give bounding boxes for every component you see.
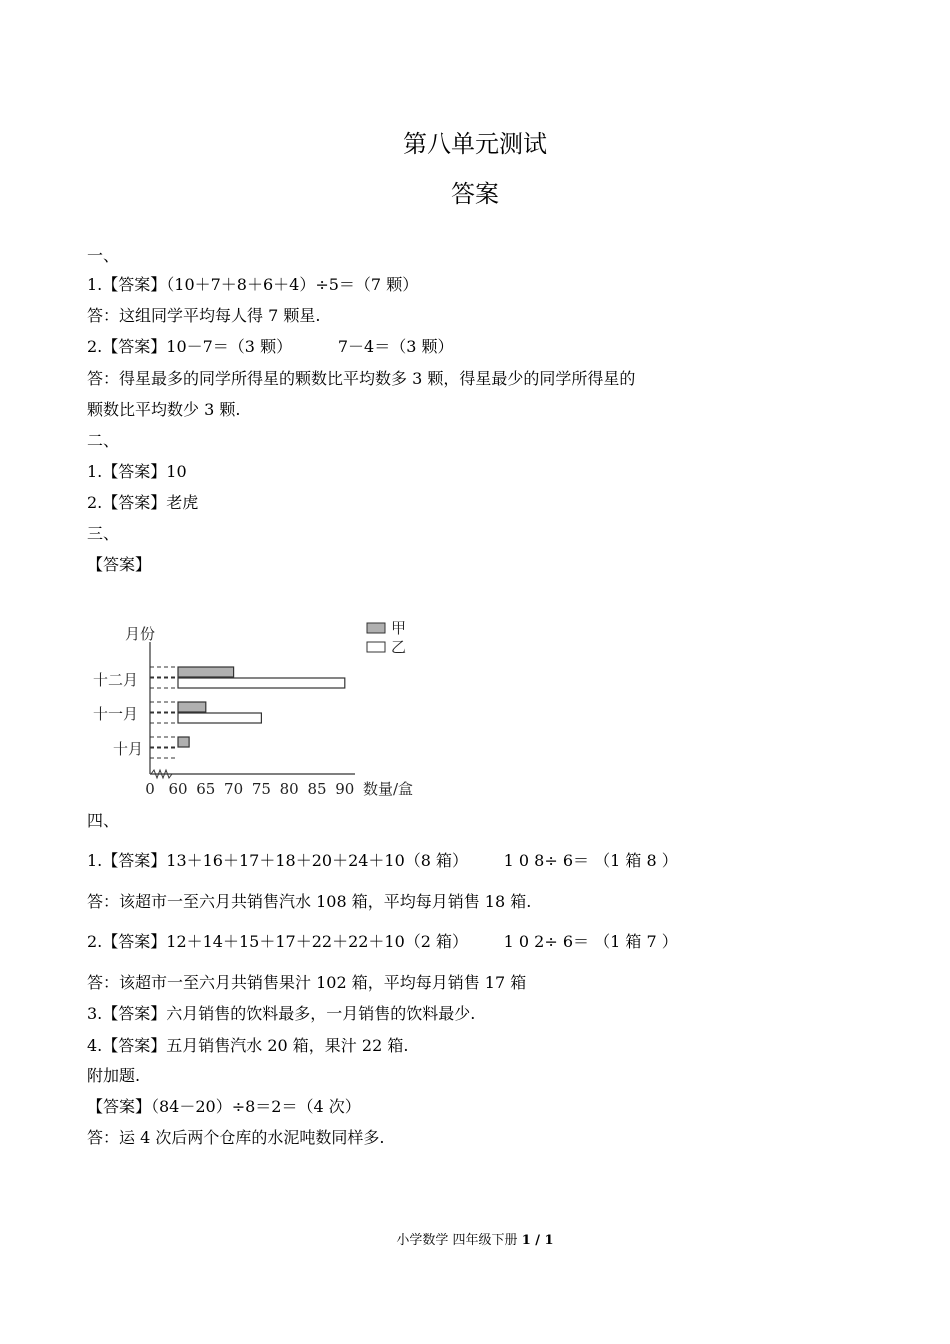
- section-heading: 四、: [87, 811, 120, 830]
- legend-label-yi: 乙: [391, 638, 407, 656]
- answer-line: 附加题.: [87, 1066, 141, 1085]
- answer-line: 1.【答案】10: [87, 462, 187, 481]
- x-tick-label: 65: [196, 780, 216, 798]
- bar-甲-十一月: [178, 702, 206, 712]
- x-tick-label: 70: [224, 780, 244, 798]
- section-heading: 一、: [87, 246, 120, 265]
- legend-label-jia: 甲: [391, 619, 407, 637]
- x-axis-label: 数量/盒: [363, 780, 414, 798]
- page-number: 1 / 1: [521, 1233, 554, 1248]
- x-tick-label: 60: [168, 780, 188, 798]
- answer-line: 1.【答案】13＋16＋17＋18＋20＋24＋10（8 箱） 1 0 8÷ 6＝ （1 箱 8 ）: [87, 851, 678, 870]
- answer-line: 2.【答案】12＋14＋15＋17＋22＋22＋10（2 箱） 1 0 2÷ 6＝ （1 箱 7 ）: [87, 932, 678, 951]
- bar-甲-十月: [178, 737, 189, 747]
- answer-line: 答：该超市一至六月共销售果汁 102 箱，平均每月销售 17 箱: [87, 973, 527, 992]
- category-label: 十月: [113, 740, 144, 758]
- answer-line: 3.【答案】六月销售的饮料最多，一月销售的饮料最少.: [87, 1004, 476, 1023]
- answer-line: 1.【答案】（10＋7＋8＋6＋4）÷5＝（7 颗）: [87, 275, 419, 294]
- section-heading: 三、: [87, 524, 120, 543]
- x-tick-label: 80: [279, 780, 299, 798]
- page-title: 第八单元测试: [403, 130, 547, 158]
- footer-text: 小学数学 四年级下册: [396, 1233, 522, 1248]
- answer-line: 2.【答案】10－7＝（3 颗） 7－4＝（3 颗）: [87, 337, 454, 356]
- bar-乙-十一月: [178, 713, 261, 723]
- legend-swatch-jia: [367, 623, 385, 633]
- answer-line: 答：得星最多的同学所得星的颗数比平均数多 3 颗，得星最少的同学所得星的: [87, 369, 636, 388]
- answer-line: 答：这组同学平均每人得 7 颗星.: [87, 306, 321, 325]
- legend-swatch-yi: [367, 642, 385, 652]
- answer-line: 【答案】（84－20）÷8＝2＝（4 次）: [87, 1097, 361, 1116]
- page-footer: [0, 1229, 950, 1248]
- answer-line: 颗数比平均数少 3 颗.: [87, 400, 241, 419]
- x-tick-label: 75: [251, 780, 271, 798]
- category-label: 十一月: [93, 705, 139, 723]
- answer-line: 答：运 4 次后两个仓库的水泥吨数同样多.: [87, 1128, 385, 1147]
- answer-line: 答：该超市一至六月共销售汽水 108 箱，平均每月销售 18 箱.: [87, 892, 532, 911]
- page-subtitle: 答案: [451, 180, 499, 208]
- x-tick-label: 90: [335, 780, 355, 798]
- y-axis-label: 月份: [125, 625, 156, 643]
- x-tick-label: 0: [145, 780, 155, 798]
- answer-line: 4.【答案】五月销售汽水 20 箱，果汁 22 箱.: [87, 1036, 409, 1055]
- bar-chart: [87, 612, 427, 802]
- answer-line: 【答案】: [87, 555, 152, 574]
- bar-甲-十二月: [178, 667, 234, 677]
- answer-line: 2.【答案】老虎: [87, 493, 199, 512]
- bar-乙-十二月: [178, 678, 345, 688]
- category-label: 十二月: [93, 671, 139, 689]
- section-heading: 二、: [87, 431, 120, 450]
- x-tick-label: 85: [307, 780, 327, 798]
